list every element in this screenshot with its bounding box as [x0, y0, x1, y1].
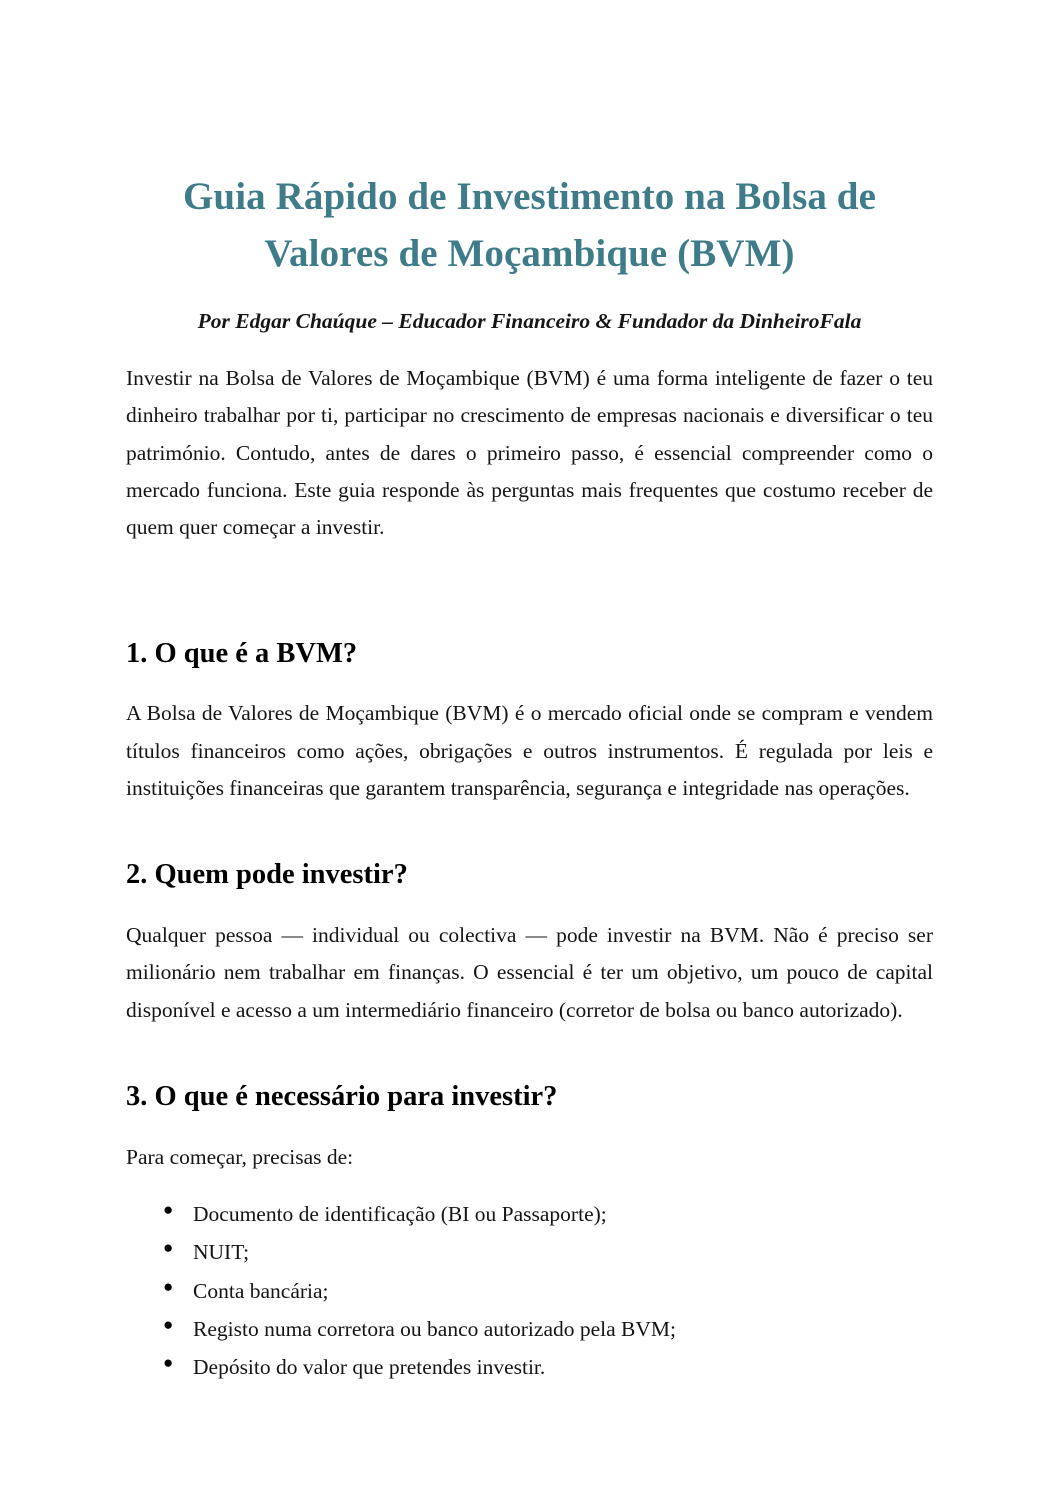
bullet-icon: ● — [163, 1353, 174, 1373]
bullet-icon: ● — [163, 1314, 174, 1334]
section-body-1: A Bolsa de Valores de Moçambique (BVM) é o mercado oficial onde se compram e vendem títulos financeiros como ações, obrigações e outros instrumentos. É regulada por leis e instituições financeiras que garantem transparência, segurança e integridade nas operações. — [126, 701, 933, 801]
list-item — [126, 1233, 933, 1271]
list-item-label: NUIT; — [193, 1240, 250, 1265]
document-content — [126, 0, 933, 1386]
list-item — [126, 1195, 933, 1233]
section-gap-2 — [126, 1029, 933, 1078]
author-byline: Por Edgar Chaúque – Educador Financeiro & Fundador da DinheiroFala — [197, 308, 862, 333]
bullet-icon: ● — [163, 1276, 174, 1296]
section-spacer — [126, 547, 933, 635]
requirements-list — [126, 1176, 933, 1386]
list-item — [126, 1348, 933, 1386]
bullet-icon: ● — [163, 1238, 174, 1258]
list-item-label: Depósito do valor que pretendes investir. — [193, 1355, 546, 1380]
intro-paragraph: Investir na Bolsa de Valores de Moçambique (BVM) é uma forma inteligente de fazer o teu dinheiro trabalhar por ti, participar no crescimento de empresas nacionais e diversificar o teu património. Contudo, antes de dares o primeiro passo, é essencial compreender como o mercado funciona. Este guia responde às perguntas mais frequentes que costumo receber de quem quer começar a investir. — [126, 365, 933, 540]
list-item — [126, 1272, 933, 1310]
list-item-label: Documento de identificação (BI ou Passaporte); — [193, 1202, 607, 1227]
section-gap-1 — [126, 807, 933, 856]
section-heading-3: 3. O que é necessário para investir? — [126, 1081, 558, 1113]
section-body-3: Para começar, precisas de: — [126, 1144, 354, 1169]
bullet-icon: ● — [163, 1200, 174, 1220]
list-item — [126, 1310, 933, 1348]
section-heading-2: 2. Quem pode investir? — [126, 859, 408, 891]
list-item-label: Conta bancária; — [193, 1278, 329, 1303]
page-title: Guia Rápido de Investimento na Bolsa de Valores de Moçambique (BVM) — [182, 175, 876, 276]
section-body-2: Qualquer pessoa — individual ou colectiva — pode investir na BVM. Não é preciso ser milionário nem trabalhar em finanças. O essencial é ter um objetivo, um pouco de capital disponível e acesso a um intermediário financeiro (corretor de bolsa ou banco autorizado). — [126, 922, 933, 1022]
section-heading-1: 1. O que é a BVM? — [126, 637, 358, 669]
list-item-label: Registo numa corretora ou banco autorizado pela BVM; — [193, 1316, 677, 1341]
